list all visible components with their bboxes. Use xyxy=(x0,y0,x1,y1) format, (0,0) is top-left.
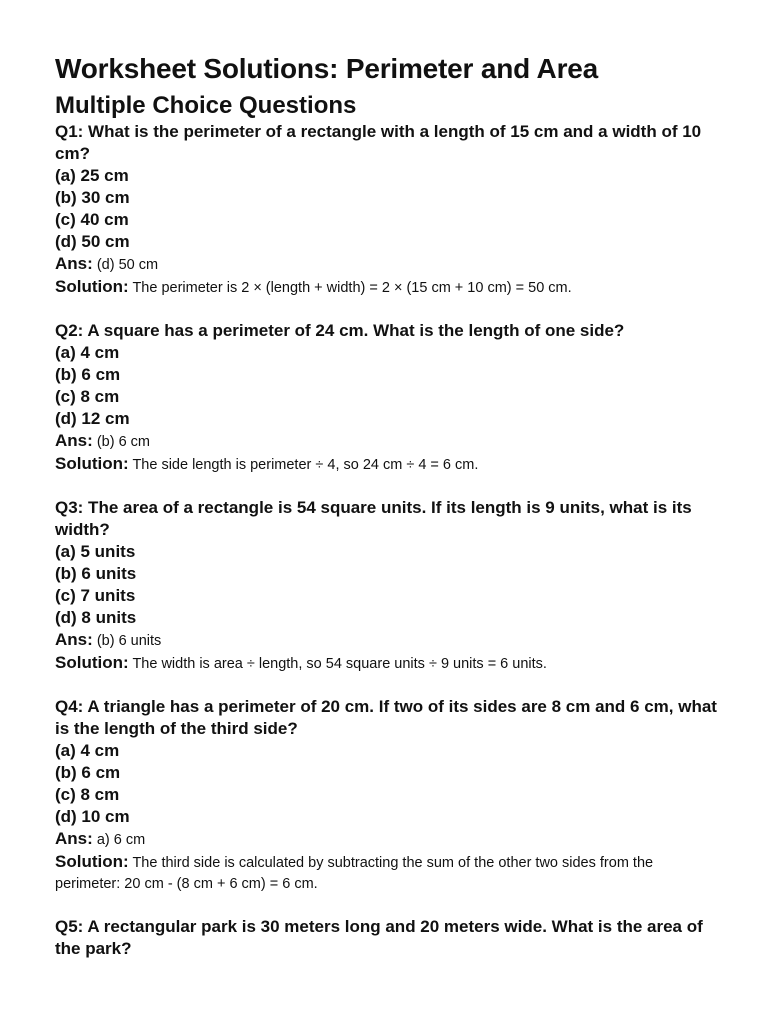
solution-line xyxy=(55,276,720,299)
option-b: (b) 6 cm xyxy=(55,763,121,782)
answer-value: (b) 6 cm xyxy=(96,434,150,450)
option-a: (a) 5 units xyxy=(55,542,136,561)
answer-value: a) 6 cm xyxy=(96,832,146,848)
option-a: (a) 25 cm xyxy=(55,166,129,185)
solution-text: The width is area ÷ length, so 54 square units ÷ 9 units = 6 units. xyxy=(132,656,547,672)
answer-value: (b) 6 units xyxy=(96,633,162,649)
option-d: (d) 8 units xyxy=(55,608,137,627)
solution-label: Solution: xyxy=(55,852,129,871)
option-a: (a) 4 cm xyxy=(55,343,120,362)
page-title: Worksheet Solutions: Perimeter and Area xyxy=(55,53,599,84)
question-5 xyxy=(55,916,720,960)
question-4 xyxy=(55,696,720,895)
question-text: Q3: The area of a rectangle is 54 square units. If its length is 9 units, what is its width? xyxy=(55,498,692,539)
answer-label: Ans: xyxy=(55,431,93,450)
worksheet-page xyxy=(55,50,720,960)
answer-line xyxy=(55,828,720,851)
option-c: (c) 8 cm xyxy=(55,387,120,406)
solution-label: Solution: xyxy=(55,277,129,296)
option-d: (d) 50 cm xyxy=(55,232,130,251)
answer-label: Ans: xyxy=(55,630,93,649)
solution-text: The perimeter is 2 × (length + width) = 2 × (15 cm + 10 cm) = 50 cm. xyxy=(132,280,572,296)
answer-line xyxy=(55,253,720,276)
solution-line xyxy=(55,652,720,675)
option-a: (a) 4 cm xyxy=(55,741,120,760)
solution-line xyxy=(55,453,720,476)
answer-label: Ans: xyxy=(55,829,93,848)
question-2 xyxy=(55,320,720,476)
answer-label: Ans: xyxy=(55,254,93,273)
section-heading: Multiple Choice Questions xyxy=(55,92,357,119)
solution-label: Solution: xyxy=(55,653,129,672)
solution-label: Solution: xyxy=(55,454,129,473)
answer-value: (d) 50 cm xyxy=(96,257,159,273)
question-text: Q1: What is the perimeter of a rectangle with a length of 15 cm and a width of 10 cm? xyxy=(55,122,702,163)
option-b: (b) 6 units xyxy=(55,564,137,583)
option-c: (c) 8 cm xyxy=(55,785,120,804)
question-text: Q5: A rectangular park is 30 meters long and 20 meters wide. What is the area of the park? xyxy=(55,917,703,958)
question-text: Q2: A square has a perimeter of 24 cm. What is the length of one side? xyxy=(55,321,625,340)
option-b: (b) 6 cm xyxy=(55,365,121,384)
option-d: (d) 10 cm xyxy=(55,807,130,826)
question-text: Q4: A triangle has a perimeter of 20 cm. If two of its sides are 8 cm and 6 cm, what is the length of the third side? xyxy=(55,697,717,738)
option-b: (b) 30 cm xyxy=(55,188,130,207)
option-c: (c) 40 cm xyxy=(55,210,129,229)
solution-line xyxy=(55,851,720,895)
answer-line xyxy=(55,629,720,652)
option-c: (c) 7 units xyxy=(55,586,136,605)
solution-text: The third side is calculated by subtracting the sum of the other two sides from the perimeter: 20 cm - (8 cm + 6 cm) = 6 cm. xyxy=(55,855,654,892)
option-d: (d) 12 cm xyxy=(55,409,130,428)
solution-text: The side length is perimeter ÷ 4, so 24 cm ÷ 4 = 6 cm. xyxy=(132,457,479,473)
answer-line xyxy=(55,430,720,453)
question-1 xyxy=(55,121,720,299)
question-3 xyxy=(55,497,720,675)
